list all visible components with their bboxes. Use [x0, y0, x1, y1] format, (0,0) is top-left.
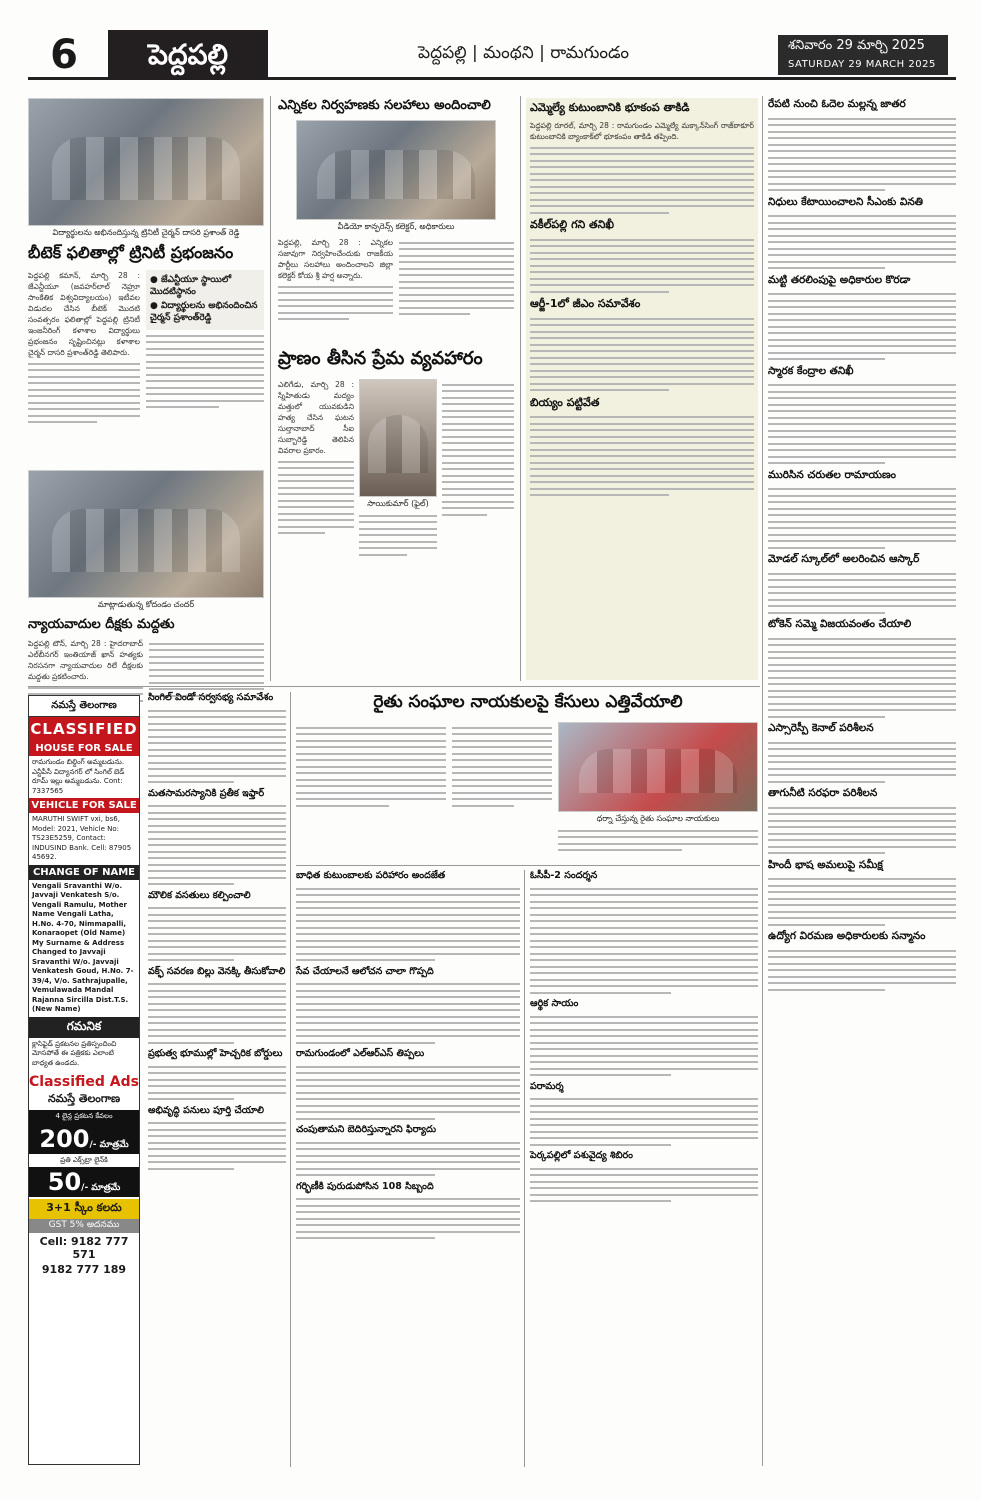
price1-label: 4 లైన్ల ప్రకటన కేవలం: [29, 1110, 139, 1124]
column-rule: [270, 96, 271, 681]
headline-ocp2: ఓసీపీ-2 సందర్శన: [530, 870, 598, 881]
section-title: పెద్దపల్లి: [108, 30, 268, 80]
headline-service: సేవ చేయాలనే ఆలోచన చాలా గొప్పది: [296, 965, 434, 977]
headline-monuments: స్మారక కేంద్రాల తనిఖీ: [768, 364, 854, 377]
story-lead: పెద్దపల్లి కమాన్, మార్చి 28 : జేఎన్టీయూ (జవహర్‌లాల్ నెహ్రూ సాంకేతిక విశ్వవిద్యాలయం) ఇటీవల విడుదల చేసిన బీటెక్ మొదటి సంవత్సరం ఫలితాల్లో పెద్దపల్లి ట్రినిటీ ఇంజనీరింగ్ కళాశాల విద్యార్థులు ప్రభంజనం సృష్టించినట్లు కళాశాల చైర్మన్ దాసరి ప్రశాంత్‌రెడ్డి తెలిపారు.: [28, 271, 140, 357]
headline-funds: నిధులు కేటాయించాలని సీఎంకు వినతి: [768, 195, 923, 208]
photo-students: [28, 98, 264, 226]
masthead: [28, 30, 956, 80]
headline-token-strike: టోకెన్ సమ్మె విజయవంతం చేయాలి: [768, 618, 912, 630]
headline-infrastructure: మౌలిక వసతులు కల్పించాలి: [148, 889, 251, 901]
classified-brand: నమస్తే తెలంగాణ: [29, 696, 139, 717]
story-column-4: [768, 98, 956, 995]
headline-compensation: బాధిత కుటుంబాలకు పరిహారం అందజేత: [296, 870, 446, 881]
price1-value: 200: [39, 1124, 90, 1153]
bullet-2: ● విద్యార్థులను అభినందించిన చైర్మన్ ప్రశాంత్‌రెడ్డి: [150, 301, 258, 323]
notice-heading: గమనిక: [29, 1017, 139, 1038]
gst: GST 5% అదనము: [29, 1219, 139, 1233]
photo-caption: విద్యార్థులను అభినందిస్తున్న ట్రినిటీ చైర్మన్ దాసరి ప్రశాంత్ రెడ్డి: [52, 228, 240, 237]
photo-victim: [359, 379, 437, 497]
price2-value: 50: [47, 1168, 82, 1196]
ads-title: Classified Ads: [29, 1074, 139, 1090]
headline-financial-aid: ఆర్థిక సాయం: [530, 998, 579, 1009]
lower-right-column: [530, 870, 758, 1207]
headline-lrs: రామగుండంలో ఎల్ఆర్ఎస్ తిప్పలు: [296, 1048, 425, 1059]
house-sale-heading: HOUSE FOR SALE: [29, 741, 139, 756]
headline-soil: మట్టి తరలింపుపై అధికారుల కొరడా: [768, 273, 911, 286]
story-lead: పెద్దపల్లి టౌన్, మార్చి 28 : హైదరాబాద్ ఎల్‌బీనగర్ ఇంతియాజ్ ఖాన్ హత్యకు నిరసనగా న్యాయవాదుల రిలే దీక్షలకు మద్దతు ప్రకటించారు.: [28, 639, 143, 681]
lower-left-column: [148, 692, 286, 1174]
change-name-heading: CHANGE OF NAME: [29, 865, 139, 880]
photo-protest: [28, 470, 264, 598]
photo-caption: ధర్నా చేస్తున్న రైతు సంఘాల నాయకులు: [596, 814, 720, 823]
change-name-text: Vengali Sravanthi W/o. Javvaji Venkatesh S/o. Vengali Ramulu, Mother Name Vengali Latha, H.No. 4-70, Nimmapalli, Konaraopet (Old Name) My Surname & Address Changed to Javvaji Sravanthi W/o. Javvaji Venkatesh Goud, H.No. 7-39/4, V/o. Sathrajupalle, Vemulawada Mandal Rajanna Sircilla Dist.T.S. (New Name): [32, 881, 134, 1013]
photo-caption: సాయికుమార్ (ఫైల్): [367, 499, 429, 508]
headline-earthquake: ఎమ్మెల్యే కుటుంబానికి భూకంప తాకిడి: [530, 101, 690, 114]
photo-caption: మాట్లాడుతున్న కోదండం చందర్: [97, 600, 195, 609]
headline-love-affair: ప్రాణం తీసిన ప్రేమ వ్యవహారం: [278, 348, 483, 369]
headline-jatara: రేపటి నుంచి ఓదెల మల్లన్న జాతర: [768, 98, 906, 110]
story-elections: [278, 98, 514, 325]
headline-ramayanam: మురిసిన చరుతల రామాయణం: [768, 468, 896, 481]
phone-1: Cell: 9182 777 571: [39, 1235, 129, 1261]
price2-label: ప్రతి ఎక్స్‌ట్రా లైన్‌కి: [60, 1155, 108, 1164]
headline-trinity: బీటెక్ ఫలితాల్లో ట్రినిటీ ప్రభంజనం: [28, 243, 234, 262]
headline-single-window: సింగిల్ విండో సర్వసభ్య సమావేశం: [148, 692, 274, 703]
column-rule: [524, 870, 525, 1467]
headline-hindi: హిందీ భాష అమలుపై సమీక్ష: [768, 858, 883, 871]
headline-waqf: వక్ఫ్ సవరణ బిల్లు వెనక్కి తీసుకోవాలి: [148, 965, 286, 977]
headline-veterinary-camp: పెర్కపల్లిలో పశువైద్య శిబిరం: [530, 1150, 633, 1161]
headline-development-works: అభివృద్ధి పనులు పూర్తి చేయాలి: [148, 1104, 264, 1116]
offer: 3+1 స్కీం కలదు: [29, 1199, 139, 1219]
price1: [29, 1124, 139, 1154]
headline-model-school: మోడల్ స్కూల్‌లో అలరించిన ఆస్కార్: [768, 553, 920, 565]
headline-threat-complaint: చంపుతామని బెదిరిస్తున్నారని ఫిర్యాదు: [296, 1124, 437, 1135]
phone-2: 9182 777 189: [41, 1263, 127, 1276]
classified-title: CLASSIFIED: [29, 717, 139, 741]
story-column-3: [526, 98, 758, 680]
column-rule: [290, 692, 291, 1467]
story-lawyers: [28, 470, 264, 713]
date-english: SATURDAY 29 MARCH 2025: [788, 59, 936, 70]
vehicle-sale-text: MARUTHI SWIFT vxi, bs6, Model: 2021, Vehicle No: TS23E5259, Contact: INDUSIND Bank. Cell: 87905 45692.: [32, 815, 132, 861]
story-farmers: [296, 692, 760, 856]
headline-canal: ఎస్సారెస్పీ కెనాల్ పరిశీలన: [768, 722, 874, 734]
photo-caption: వీడియో కాన్ఫరెన్స్ కలెక్టర్, అధికారులు: [337, 222, 455, 231]
column-rule: [762, 96, 763, 1466]
story-lead: పెద్దపల్లి, మార్చి 28 : ఎన్నికల సజావుగా నిర్వహించేందుకు రాజకీయ పార్టీలు సలహాలు అందించాలని జిల్లా కలెక్టర్ కోయ శ్రీ హర్ష అన్నారు.: [278, 238, 393, 280]
story-lead: పెద్దపల్లి రూరల్, మార్చి 28 : రామగుండం ఎమ్మెల్యే మక్కాన్‌సింగ్ రాజ్‌ఠాకూర్ కుటుంబానికి బ్యాంకాక్‌లో భూకంపం తాకిడి తప్పింది.: [530, 121, 754, 141]
photo-dharna: [558, 722, 758, 812]
column-rule: [520, 96, 521, 681]
headline-visit: పరామర్శ: [530, 1080, 564, 1092]
headline-108-delivery: గర్భిణీకి పురుడుపోసిన 108 సిబ్బంది: [296, 1180, 434, 1192]
price2: [29, 1167, 139, 1197]
notice-text: క్లాసిఫైడ్ ప్రకటనల ప్రతిస్పందించి మోసపోతే ఈ పత్రికకు ఎలాంటి బాధ్యత ఉండదు.: [32, 1039, 117, 1067]
price2-suffix: /- మాత్రమే: [81, 1183, 121, 1193]
headline-retirement: ఉద్యోగ విరమణ అధికారులకు సన్మానం: [768, 930, 926, 942]
headline-iftar: మతసామరస్యానికి ప్రతీక ఇఫ్తార్: [148, 787, 265, 799]
classified-column: [28, 695, 140, 1465]
headline-farmers: రైతు సంఘాల నాయకులపై కేసులు ఎత్తివేయాలి: [373, 692, 683, 712]
headline-mine-inspection: వకీల్‌పల్లి గని తనిఖీ: [530, 218, 614, 231]
photo-video-conference: [296, 120, 496, 220]
bullet-1: ● జేఎన్టీయూ స్థాయిలో మొదటిస్థానం: [150, 275, 232, 297]
page-number: 6: [50, 32, 78, 78]
story-trinity: [28, 98, 264, 428]
lower-middle-column: [296, 870, 520, 1244]
price1-suffix: /- మాత్రమే: [89, 1139, 129, 1150]
headline-water-supply: తాగునీటి సరఫరా పరిశీలన: [768, 787, 878, 799]
headline-elections: ఎన్నికల నిర్వహణకు సలహాలు అందించాలి: [278, 98, 491, 113]
section-places: పెద్దపల్లి | మంథని | రామగుండం: [418, 43, 629, 63]
date-telugu: శనివారం 29 మార్చి 2025: [788, 38, 925, 53]
story-bullets: [146, 270, 264, 330]
house-sale-text: రామగుండం బిల్డింగ్ అమ్మబడును. ఎన్టీపీసీ విద్యానగర్ లో సింగిల్ బెడ్ రూమ్ ఇల్లు అమ్మబడును. Cont: 7337565: [32, 758, 125, 795]
headline-lawyers: న్యాయవాదుల దీక్షకు మద్దతు: [28, 617, 175, 632]
story-love-affair: [278, 348, 514, 560]
headline-rice-seized: బియ్యం పట్టివేత: [530, 395, 600, 409]
story-lead: ఎలిగేడు, మార్చి 28 : స్నేహితుడు మద్యం మత్తులో యువకుడిని హత్య చేసిన ఘటన సుల్తానాబాద్ సీఐ సుబ్బారెడ్డి తెలిపిన వివరాల ప్రకారం.: [278, 380, 354, 455]
section-rule: [296, 865, 760, 866]
date-block: [778, 35, 948, 75]
vehicle-sale-heading: VEHICLE FOR SALE: [29, 798, 139, 813]
headline-gm-meeting: ఆర్జీ-1లో జీఎం సమావేశం: [530, 297, 641, 310]
ads-brand: నమస్తే తెలంగాణ: [47, 1092, 121, 1105]
headline-warning-boards: ప్రభుత్వ భూముల్లో హెచ్చరిక బోర్డులు: [148, 1048, 283, 1059]
